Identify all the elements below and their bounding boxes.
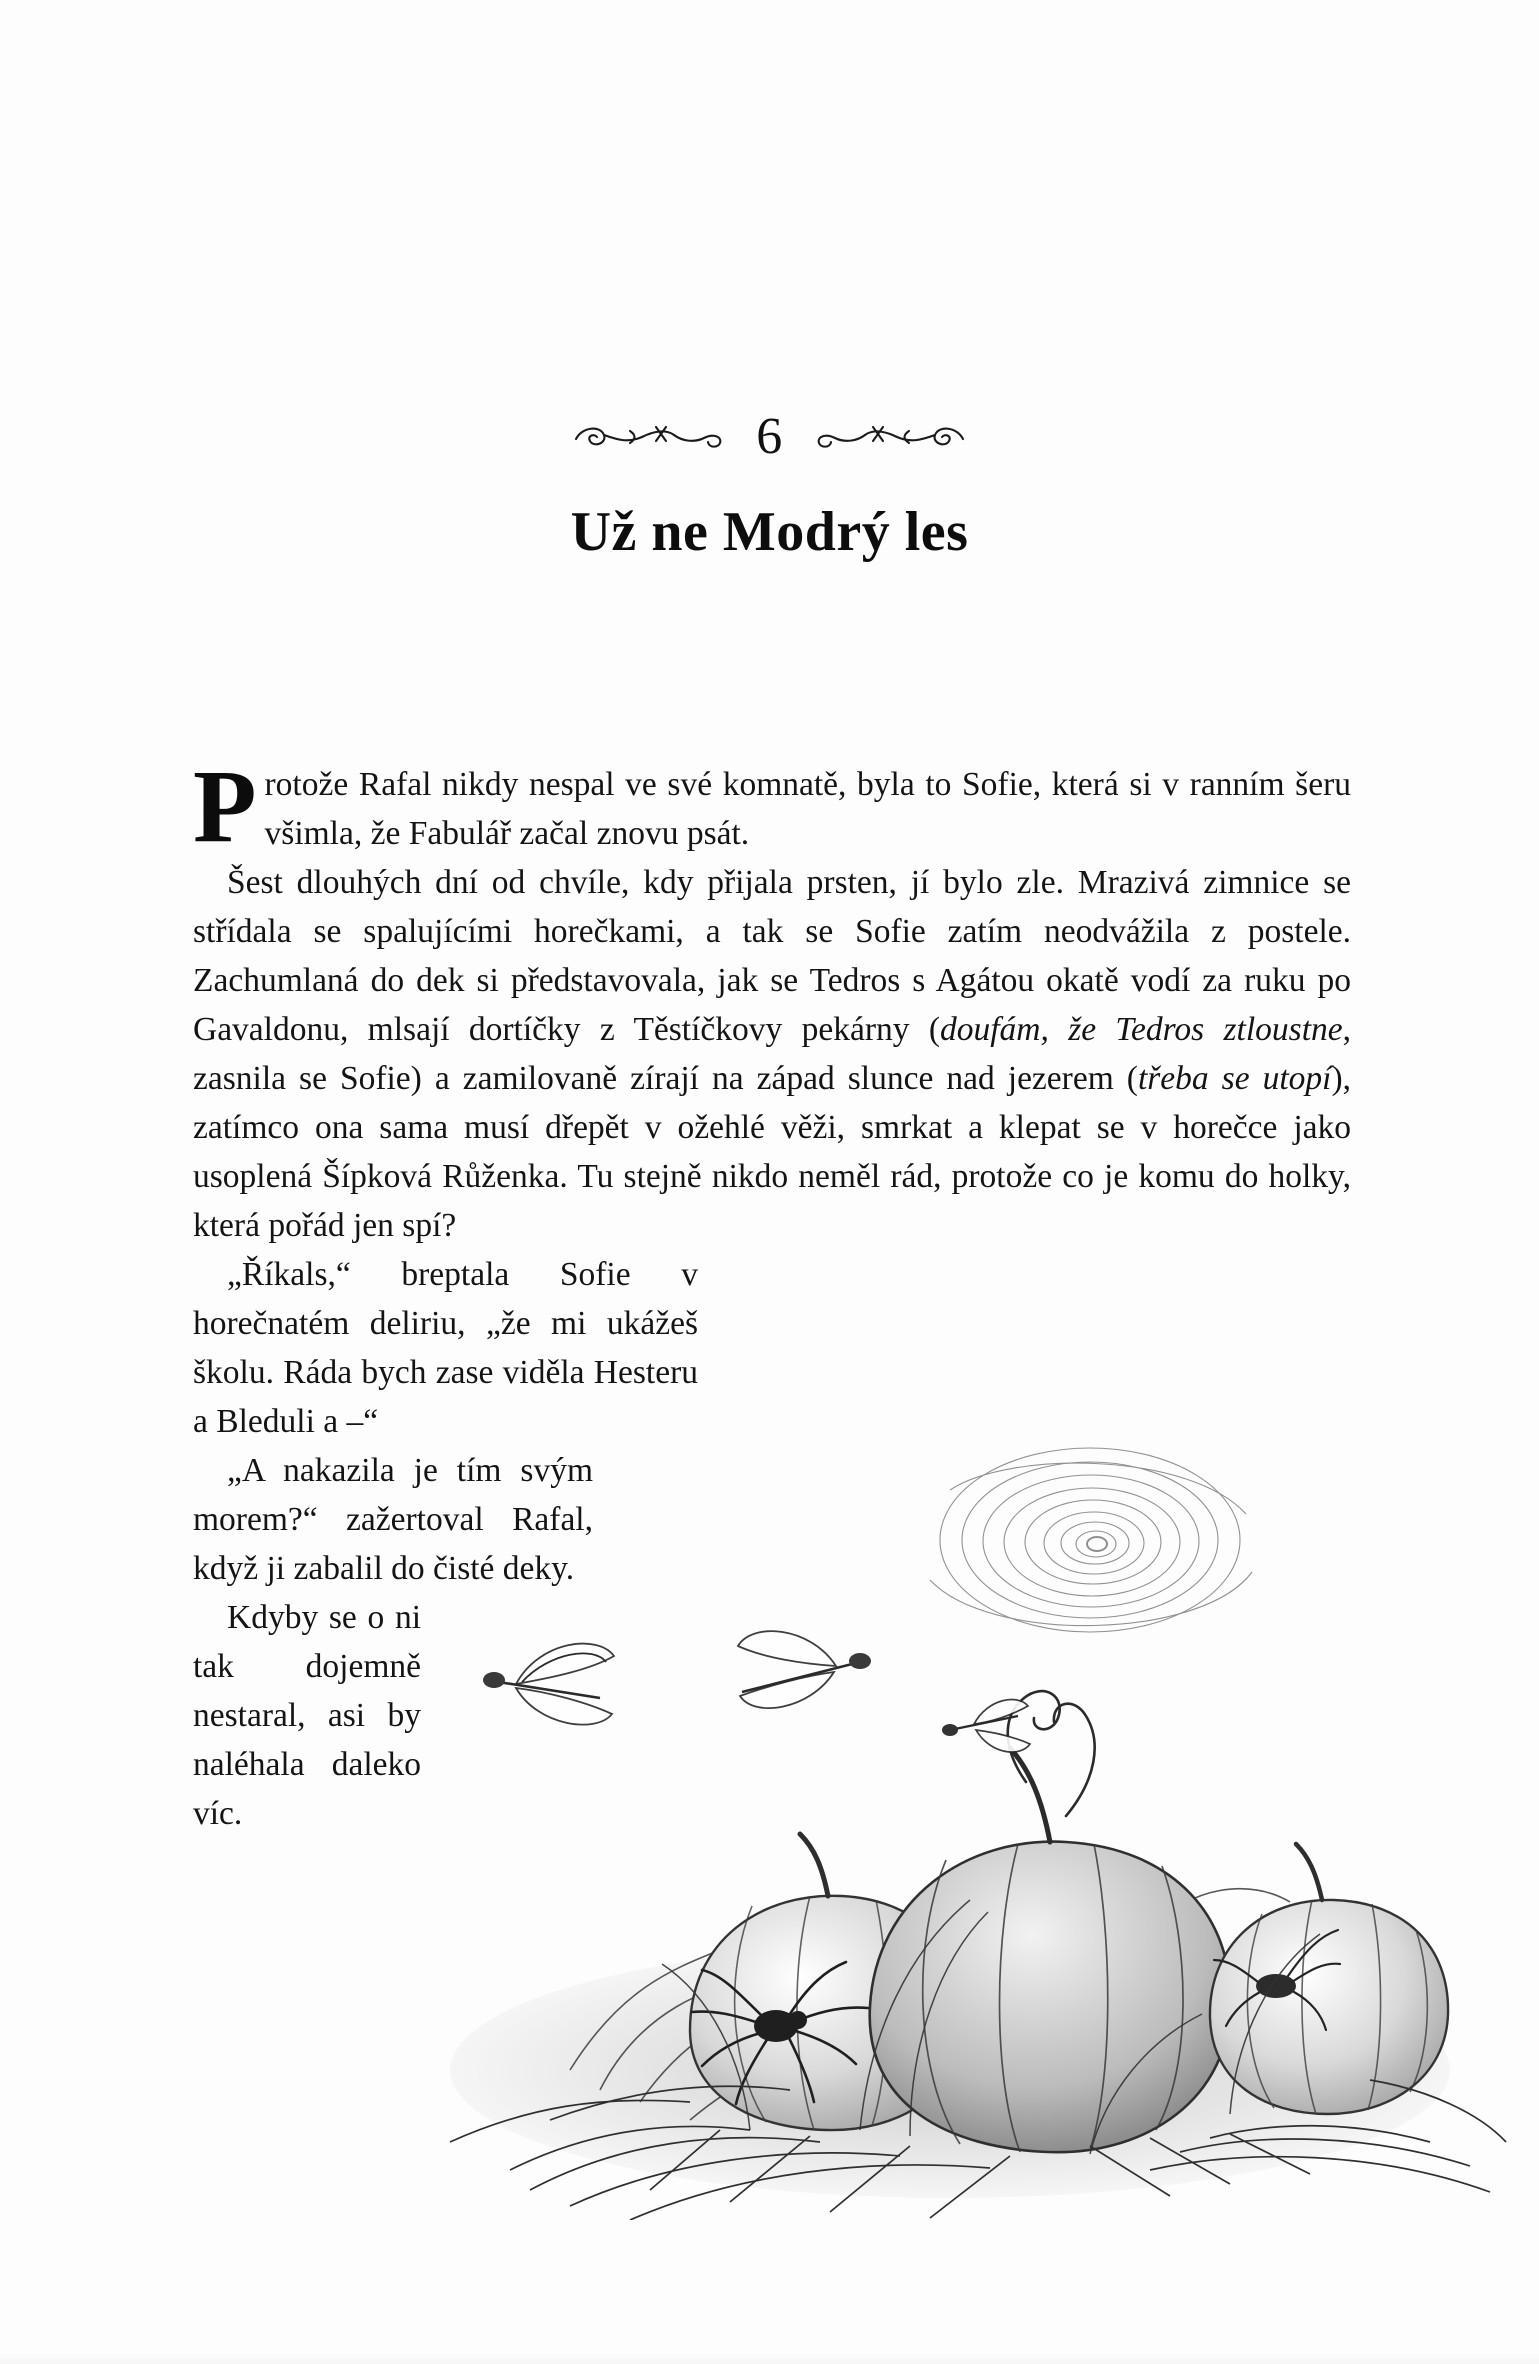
paragraph-4-text: „A nakazila je tím svým morem?“ zažertoval Rafal, když ji zabalil do čisté deky. bbox=[193, 1452, 593, 1587]
chapter-header bbox=[0, 400, 1539, 564]
paragraph-5 bbox=[193, 1593, 421, 1838]
chapter-title: Už ne Modrý les bbox=[570, 501, 969, 563]
grass-overlay bbox=[662, 1900, 1320, 2154]
spider-icon bbox=[692, 1962, 868, 2104]
paragraph-5-text: Kdyby se o ni tak dojemně nestaral, asi by naléhala daleko víc. bbox=[193, 1599, 421, 1832]
paragraph-2-text-b: , zasnila se Sofie) a zamilovaně zírají na západ slunce nad jezerem ( bbox=[193, 1011, 1351, 1097]
paragraph-1 bbox=[193, 749, 1351, 864]
chapter-number: 6 bbox=[756, 408, 783, 465]
drop-cap: P bbox=[193, 749, 257, 864]
paragraph-2-italic-a: doufám, že Tedros ztloustne bbox=[940, 1011, 1343, 1048]
paragraph-3 bbox=[193, 1250, 698, 1446]
pumpkin-right bbox=[1210, 1844, 1448, 2114]
flourish-ornament-right-icon bbox=[809, 415, 969, 459]
flourish-ornament-left-icon bbox=[570, 415, 730, 459]
paragraph-3-text: „Říkals,“ breptala Sofie v horečnatém deliriu, „že mi ukážeš školu. Ráda bych zase viděla Hesteru a Bleduli a –“ bbox=[193, 1256, 698, 1440]
grass-back bbox=[570, 1889, 1446, 2120]
paragraph-2-text-a: Šest dlouhých dní od chvíle, kdy přijala prsten, jí bylo zle. Mrazivá zimnice se střídala se spalujícími horečkami, a tak se Sofie zatím neodvážila z postele. Zachumlaná do dek si představovala, jak se Tedros s Agátou okatě vodí za ruku po Gavaldonu, mlsají dortíčky z Těstíčkovy pekárny ( bbox=[193, 864, 1351, 1048]
grass-front bbox=[450, 2080, 1506, 2220]
paragraph-4 bbox=[193, 1446, 593, 1593]
body-text-column bbox=[193, 749, 1351, 1838]
pumpkin-left bbox=[690, 1834, 966, 2130]
grasshopper-icon bbox=[1214, 1930, 1340, 2030]
paragraph-2-text-c: ), zatímco ona sama musí dřepět v ožehlé věži, smrkat a klepat se v horečce jako usoplená Šípková Růženka. Tu stejně nikdo neměl rád, protože co je komu do holky, která pořád jen spí? bbox=[193, 1060, 1351, 1244]
chapter-number-row bbox=[0, 400, 1539, 474]
page-bottom-edge bbox=[0, 2352, 1539, 2364]
paragraph-1-text: rotože Rafal nikdy nespal ve své komnatě, byla to Sofie, která si v ranním šeru všimla, že Fabulář začal znovu psát. bbox=[264, 766, 1351, 852]
paragraph-2 bbox=[193, 858, 1351, 1250]
paragraph-2-italic-b: třeba se utopí bbox=[1137, 1060, 1332, 1097]
